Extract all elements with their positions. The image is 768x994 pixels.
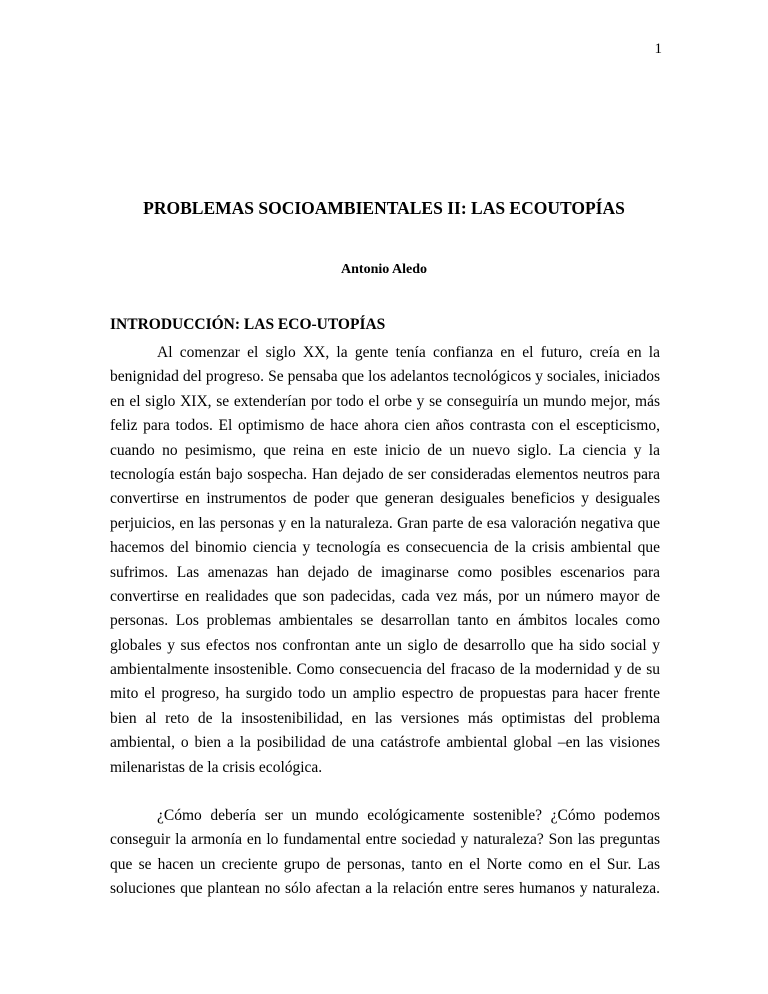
text-line: personas. Los problemas ambientales se desarrollan tanto en ámbitos locales como: [110, 612, 660, 630]
text-line: benignidad del progreso. Se pensaba que los adelantos tecnológicos y sociales, iniciados: [110, 368, 660, 386]
text-line: feliz para todos. El optimismo de hace ahora cien años contrasta con el escepticismo,: [110, 417, 660, 435]
text-line: en el siglo XIX, se extenderían por todo el orbe y se conseguiría un mundo mejor, más: [110, 392, 660, 410]
paragraph-1: [110, 341, 660, 780]
text-line: ambiental, o bien a la posibilidad de una catástrofe ambiental global –en las visiones: [110, 734, 660, 752]
text-line: globales y sus efectos nos confrontan ante un siglo de desarrollo que ha sido social y: [110, 636, 660, 654]
text-line: Al comenzar el siglo XX, la gente tenía confianza en el futuro, creía en la: [157, 344, 660, 361]
text-line: cuando no pesimismo, que reina en este inicio de un nuevo siglo. La ciencia y la: [110, 441, 660, 459]
text-line: hacemos del binomio ciencia y tecnología es consecuencia de la crisis ambiental que: [110, 539, 660, 557]
text-line: convertirse en realidades que son padecidas, cada vez más, por un número mayor de: [110, 587, 660, 605]
text-line: mito el progreso, ha surgido todo un amplio espectro de propuestas para hacer frente: [110, 685, 660, 703]
document-title: PROBLEMAS SOCIOAMBIENTALES II: LAS ECOUTOPÍAS: [143, 198, 625, 218]
page-number: 1: [654, 41, 662, 57]
text-line: bien al reto de la insostenibilidad, en las versiones más optimistas del problema: [110, 709, 660, 727]
text-line: sufrimos. Las amenazas han dejado de imaginarse como posibles escenarios para: [110, 563, 660, 581]
text-line: perjuicios, en las personas y en la naturaleza. Gran parte de esa valoración negativa que: [110, 514, 660, 532]
paragraph-2: [110, 804, 660, 902]
text-line: ambientalmente insostenible. Como consecuencia del fracaso de la modernidad y de su: [110, 661, 660, 679]
text-line: tecnología están bajo sospecha. Han dejado de ser consideradas elementos neutros para: [110, 465, 660, 483]
text-line: convertirse en instrumentos de poder que generan desiguales beneficios y desiguales: [110, 490, 660, 508]
text-line: que se hacen un creciente grupo de personas, tanto en el Norte como en el Sur. Las: [110, 855, 660, 873]
text-line: milenaristas de la crisis ecológica.: [110, 758, 323, 776]
text-line: soluciones que plantean no sólo afectan a la relación entre seres humanos y naturaleza.: [110, 880, 660, 898]
section-heading: INTRODUCCIÓN: LAS ECO-UTOPÍAS: [110, 316, 386, 333]
text-line: conseguir la armonía en lo fundamental entre sociedad y naturaleza? Son las preguntas: [110, 831, 660, 849]
author: Antonio Aledo: [341, 262, 427, 277]
text-line: ¿Cómo debería ser un mundo ecológicamente sostenible? ¿Cómo podemos: [157, 807, 660, 824]
